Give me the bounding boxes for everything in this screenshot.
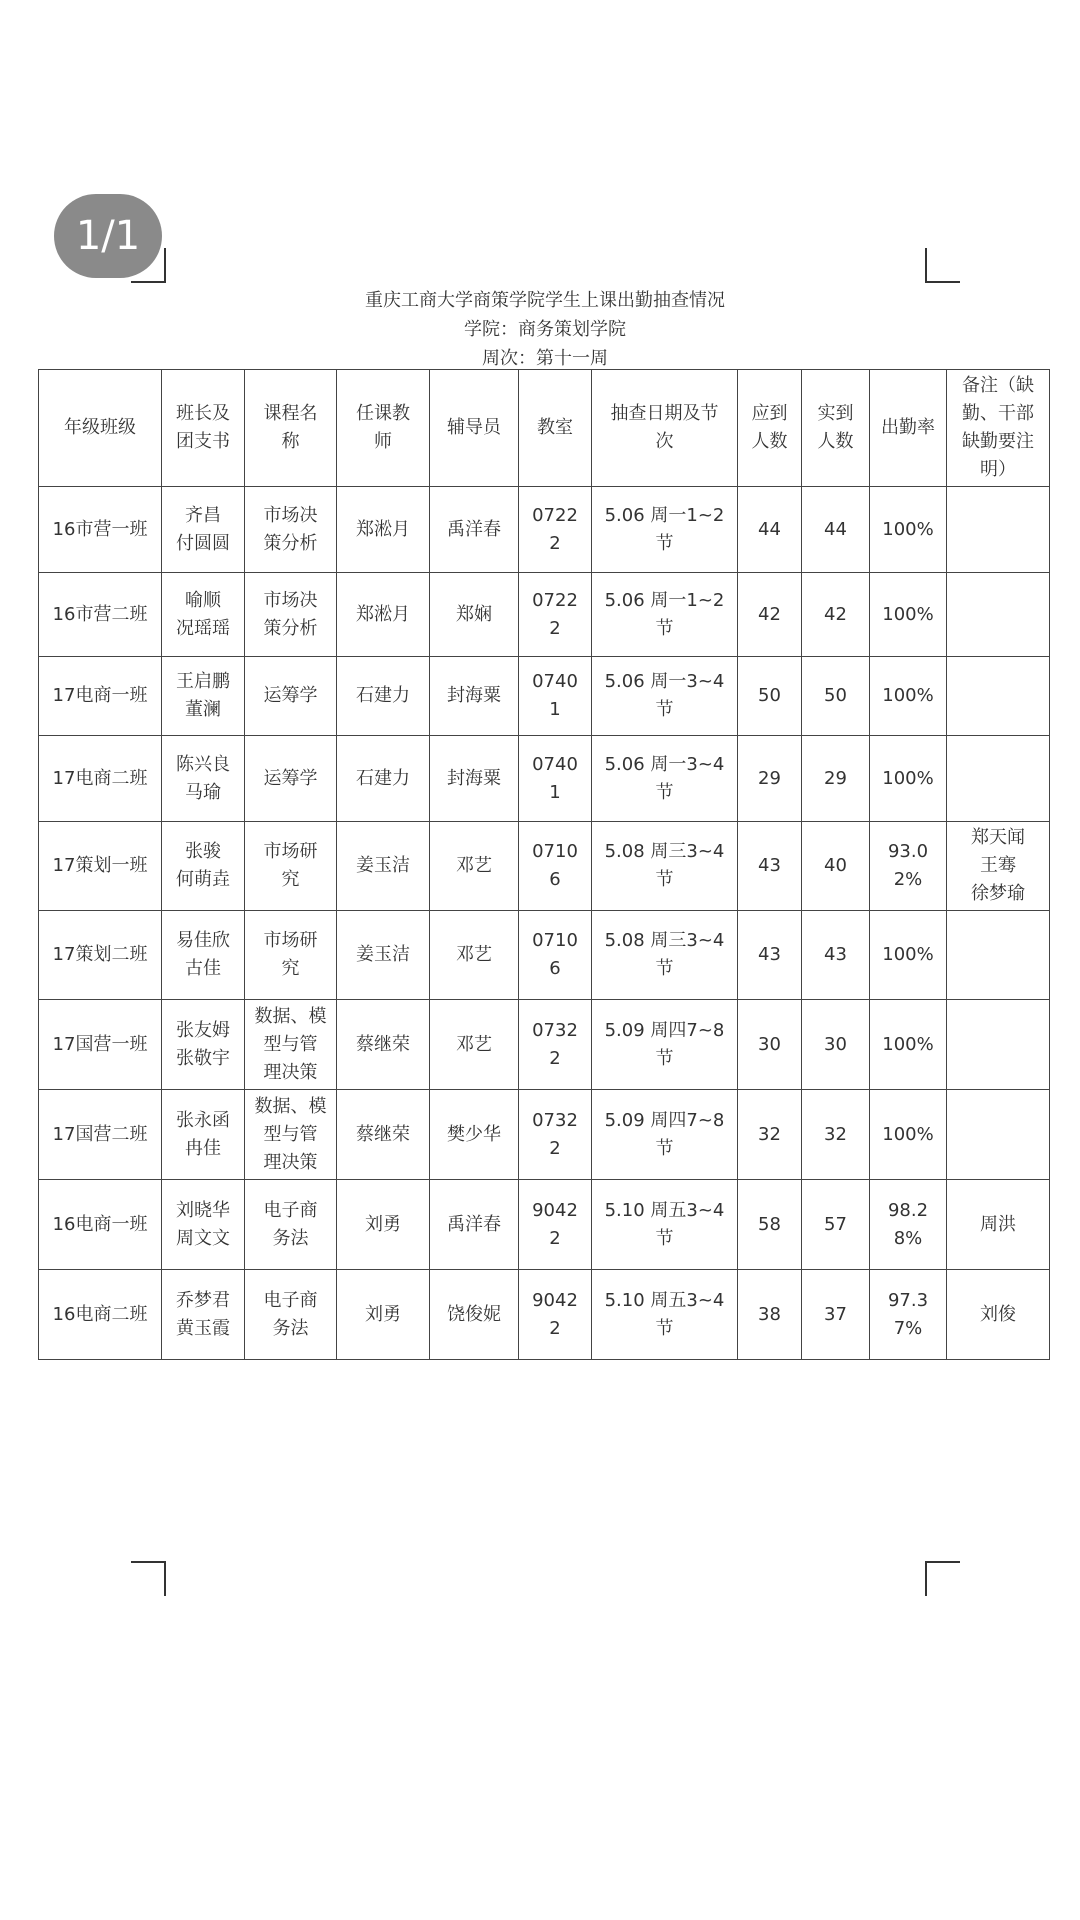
cell-rate: 100% bbox=[870, 487, 947, 573]
header-course: 课程名 称 bbox=[245, 370, 337, 487]
cell-teacher: 蔡继荣 bbox=[337, 1000, 430, 1090]
cell-actual: 37 bbox=[802, 1270, 870, 1360]
cell-actual: 50 bbox=[802, 657, 870, 736]
cell-expected: 42 bbox=[738, 573, 802, 657]
cell-expected: 58 bbox=[738, 1180, 802, 1270]
cell-rate: 100% bbox=[870, 1090, 947, 1180]
cell-counselor: 郑娴 bbox=[430, 573, 519, 657]
table-row bbox=[39, 573, 1050, 657]
cell-teacher: 郑淞月 bbox=[337, 487, 430, 573]
college-line: 学院：商务策划学院 bbox=[464, 319, 626, 340]
cell-course: 数据、模 型与管 理决策 bbox=[245, 1090, 337, 1180]
cell-teacher: 姜玉洁 bbox=[337, 911, 430, 1000]
cell-counselor: 封海粟 bbox=[430, 736, 519, 822]
cell-room: 0740 1 bbox=[519, 736, 592, 822]
table-header-row bbox=[39, 370, 1050, 487]
header-teacher: 任课教 师 bbox=[337, 370, 430, 487]
cell-leaders: 王启鹏 董澜 bbox=[162, 657, 245, 736]
cell-check-time: 5.10 周五3~4 节 bbox=[592, 1180, 738, 1270]
cell-course: 市场决 策分析 bbox=[245, 487, 337, 573]
cell-leaders: 齐昌 付圆圆 bbox=[162, 487, 245, 573]
header-class: 年级班级 bbox=[39, 370, 162, 487]
cell-teacher: 姜玉洁 bbox=[337, 822, 430, 911]
cell-expected: 44 bbox=[738, 487, 802, 573]
table-row bbox=[39, 657, 1050, 736]
cell-note bbox=[947, 911, 1050, 1000]
cell-counselor: 邓艺 bbox=[430, 1000, 519, 1090]
cell-counselor: 封海粟 bbox=[430, 657, 519, 736]
cell-actual: 42 bbox=[802, 573, 870, 657]
cell-check-time: 5.08 周三3~4 节 bbox=[592, 822, 738, 911]
cell-course: 电子商 务法 bbox=[245, 1180, 337, 1270]
table-row bbox=[39, 911, 1050, 1000]
cell-class: 17电商二班 bbox=[39, 736, 162, 822]
header-expected: 应到 人数 bbox=[738, 370, 802, 487]
cell-actual: 40 bbox=[802, 822, 870, 911]
cell-expected: 29 bbox=[738, 736, 802, 822]
header-room: 教室 bbox=[519, 370, 592, 487]
cell-counselor: 禹洋春 bbox=[430, 1180, 519, 1270]
cell-rate: 100% bbox=[870, 573, 947, 657]
cell-counselor: 邓艺 bbox=[430, 822, 519, 911]
cell-course: 电子商 务法 bbox=[245, 1270, 337, 1360]
cell-note: 郑天闻 王骞 徐梦瑜 bbox=[947, 822, 1050, 911]
cell-course: 运筹学 bbox=[245, 736, 337, 822]
cell-class: 17电商一班 bbox=[39, 657, 162, 736]
cell-course: 运筹学 bbox=[245, 657, 337, 736]
crop-mark-top-right bbox=[925, 248, 960, 283]
header-note: 备注（缺 勤、干部 缺勤要注 明） bbox=[947, 370, 1050, 487]
cell-counselor: 饶俊妮 bbox=[430, 1270, 519, 1360]
cell-leaders: 刘晓华 周文文 bbox=[162, 1180, 245, 1270]
cell-actual: 44 bbox=[802, 487, 870, 573]
cell-note: 刘俊 bbox=[947, 1270, 1050, 1360]
cell-note bbox=[947, 736, 1050, 822]
table-row bbox=[39, 1270, 1050, 1360]
table-row bbox=[39, 487, 1050, 573]
table-row bbox=[39, 736, 1050, 822]
cell-expected: 30 bbox=[738, 1000, 802, 1090]
cell-room: 0722 2 bbox=[519, 487, 592, 573]
cell-rate: 100% bbox=[870, 736, 947, 822]
cell-counselor: 樊少华 bbox=[430, 1090, 519, 1180]
cell-note bbox=[947, 1090, 1050, 1180]
table-row bbox=[39, 1180, 1050, 1270]
cell-course: 市场研 究 bbox=[245, 822, 337, 911]
cell-expected: 50 bbox=[738, 657, 802, 736]
cell-rate: 93.0 2% bbox=[870, 822, 947, 911]
cell-expected: 43 bbox=[738, 911, 802, 1000]
cell-class: 17国营一班 bbox=[39, 1000, 162, 1090]
cell-teacher: 石建力 bbox=[337, 657, 430, 736]
cell-expected: 32 bbox=[738, 1090, 802, 1180]
header-check-time: 抽查日期及节 次 bbox=[592, 370, 738, 487]
cell-note bbox=[947, 573, 1050, 657]
cell-note bbox=[947, 657, 1050, 736]
cell-leaders: 张友姆 张敬宇 bbox=[162, 1000, 245, 1090]
cell-class: 16电商一班 bbox=[39, 1180, 162, 1270]
cell-leaders: 易佳欣 古佳 bbox=[162, 911, 245, 1000]
cell-note: 周洪 bbox=[947, 1180, 1050, 1270]
cell-teacher: 蔡继荣 bbox=[337, 1090, 430, 1180]
cell-actual: 57 bbox=[802, 1180, 870, 1270]
cell-check-time: 5.06 周一1~2 节 bbox=[592, 573, 738, 657]
cell-check-time: 5.09 周四7~8 节 bbox=[592, 1090, 738, 1180]
header-counselor: 辅导员 bbox=[430, 370, 519, 487]
cell-class: 17策划二班 bbox=[39, 911, 162, 1000]
cell-note bbox=[947, 487, 1050, 573]
cell-counselor: 邓艺 bbox=[430, 911, 519, 1000]
cell-leaders: 喻顺 况瑶瑶 bbox=[162, 573, 245, 657]
cell-room: 0732 2 bbox=[519, 1000, 592, 1090]
table-row bbox=[39, 1090, 1050, 1180]
cell-class: 16市营二班 bbox=[39, 573, 162, 657]
table-row bbox=[39, 822, 1050, 911]
table-row bbox=[39, 1000, 1050, 1090]
cell-rate: 97.3 7% bbox=[870, 1270, 947, 1360]
cell-course: 市场决 策分析 bbox=[245, 573, 337, 657]
cell-room: 0710 6 bbox=[519, 822, 592, 911]
cell-teacher: 石建力 bbox=[337, 736, 430, 822]
cell-leaders: 乔梦君 黄玉霞 bbox=[162, 1270, 245, 1360]
cell-course: 数据、模 型与管 理决策 bbox=[245, 1000, 337, 1090]
cell-check-time: 5.09 周四7~8 节 bbox=[592, 1000, 738, 1090]
week-line: 周次：第十一周 bbox=[482, 348, 608, 369]
cell-check-time: 5.06 周一3~4 节 bbox=[592, 657, 738, 736]
cell-teacher: 刘勇 bbox=[337, 1180, 430, 1270]
page-indicator[interactable]: 1/1 bbox=[54, 194, 162, 278]
cell-actual: 43 bbox=[802, 911, 870, 1000]
cell-course: 市场研 究 bbox=[245, 911, 337, 1000]
cell-class: 16电商二班 bbox=[39, 1270, 162, 1360]
cell-actual: 32 bbox=[802, 1090, 870, 1180]
header-actual: 实到 人数 bbox=[802, 370, 870, 487]
cell-leaders: 张骏 何萌垚 bbox=[162, 822, 245, 911]
crop-mark-top-left bbox=[131, 248, 166, 283]
cell-check-time: 5.06 周一3~4 节 bbox=[592, 736, 738, 822]
cell-class: 17策划一班 bbox=[39, 822, 162, 911]
cell-check-time: 5.08 周三3~4 节 bbox=[592, 911, 738, 1000]
cell-note bbox=[947, 1000, 1050, 1090]
cell-teacher: 刘勇 bbox=[337, 1270, 430, 1360]
cell-expected: 38 bbox=[738, 1270, 802, 1360]
cell-room: 0740 1 bbox=[519, 657, 592, 736]
cell-room: 0722 2 bbox=[519, 573, 592, 657]
crop-mark-bottom-left bbox=[131, 1561, 166, 1596]
header-rate: 出勤率 bbox=[870, 370, 947, 487]
cell-leaders: 陈兴良 马瑜 bbox=[162, 736, 245, 822]
attendance-table bbox=[38, 369, 1050, 1360]
cell-expected: 43 bbox=[738, 822, 802, 911]
cell-room: 9042 2 bbox=[519, 1270, 592, 1360]
header-leaders: 班长及 团支书 bbox=[162, 370, 245, 487]
cell-teacher: 郑淞月 bbox=[337, 573, 430, 657]
cell-actual: 29 bbox=[802, 736, 870, 822]
cell-actual: 30 bbox=[802, 1000, 870, 1090]
cell-leaders: 张永函 冉佳 bbox=[162, 1090, 245, 1180]
cell-check-time: 5.06 周一1~2 节 bbox=[592, 487, 738, 573]
crop-mark-bottom-right bbox=[925, 1561, 960, 1596]
cell-class: 16市营一班 bbox=[39, 487, 162, 573]
document-title: 重庆工商大学商策学院学生上课出勤抽查情况 bbox=[365, 290, 725, 311]
cell-room: 9042 2 bbox=[519, 1180, 592, 1270]
cell-room: 0710 6 bbox=[519, 911, 592, 1000]
cell-room: 0732 2 bbox=[519, 1090, 592, 1180]
cell-counselor: 禹洋春 bbox=[430, 487, 519, 573]
cell-class: 17国营二班 bbox=[39, 1090, 162, 1180]
cell-rate: 100% bbox=[870, 657, 947, 736]
cell-rate: 100% bbox=[870, 911, 947, 1000]
cell-rate: 100% bbox=[870, 1000, 947, 1090]
cell-rate: 98.2 8% bbox=[870, 1180, 947, 1270]
cell-check-time: 5.10 周五3~4 节 bbox=[592, 1270, 738, 1360]
